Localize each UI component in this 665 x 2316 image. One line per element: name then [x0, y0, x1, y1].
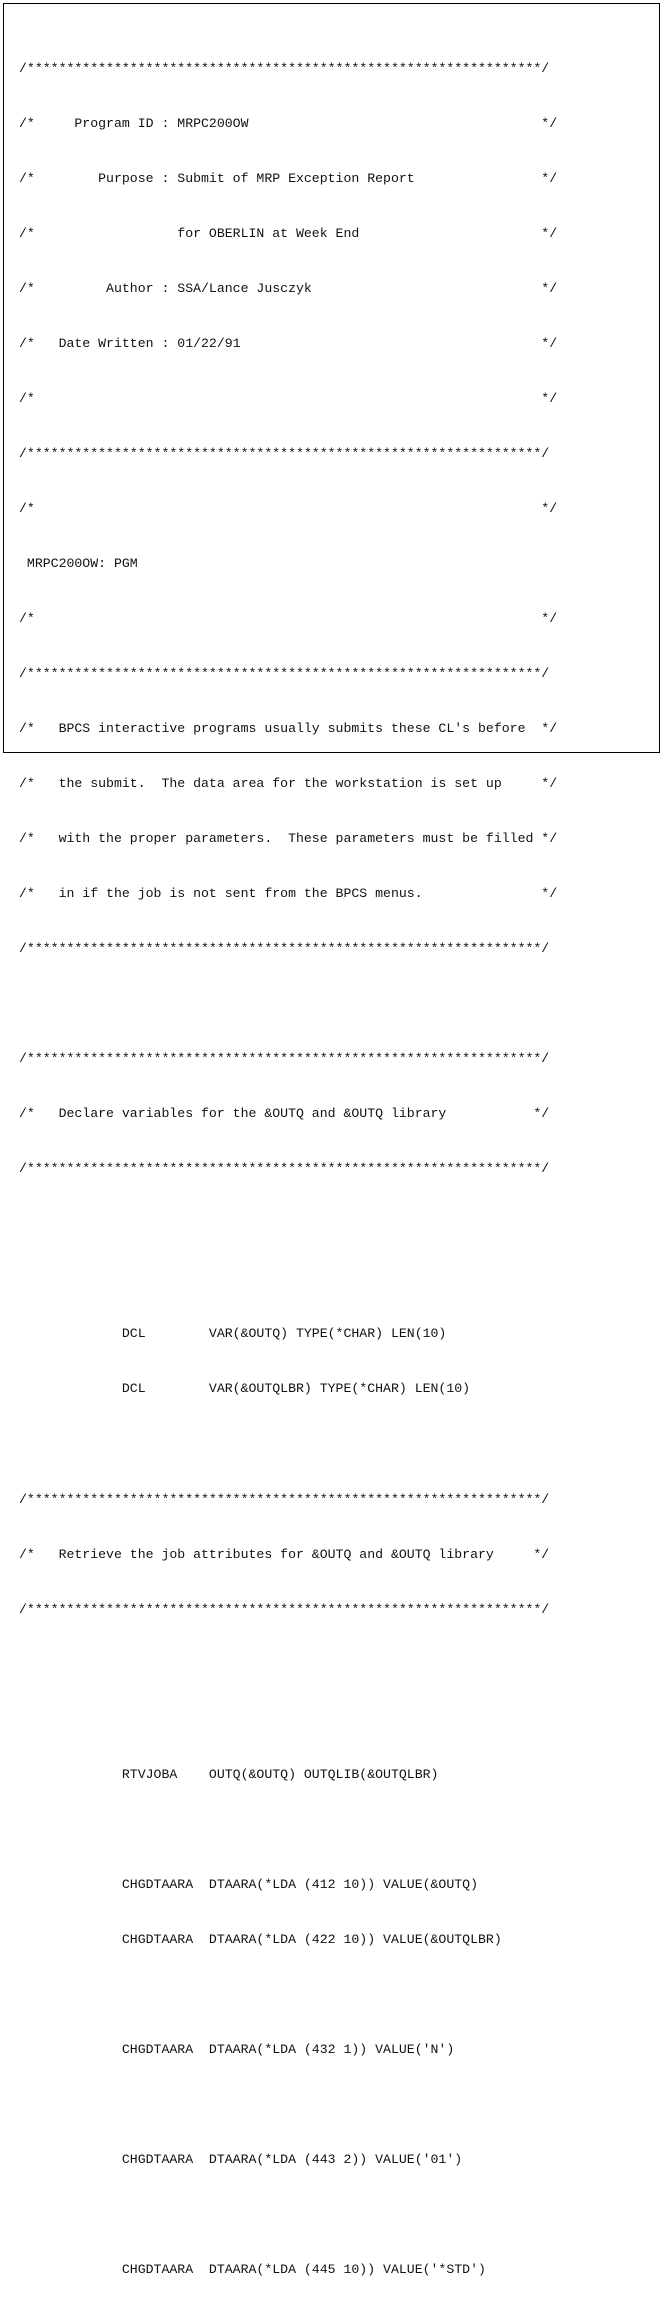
code-line: /* Program ID : MRPC200OW */ [19, 115, 558, 131]
code-line: DCL VAR(&OUTQLBR) TYPE(*CHAR) LEN(10) [19, 1381, 471, 1397]
code-line [19, 2206, 557, 2224]
code-line: CHGDTAARA DTAARA(*LDA (412 10)) VALUE(&OUTQ) [19, 1876, 478, 1892]
code-line [19, 2096, 557, 2114]
code-line [19, 995, 557, 1013]
code-line [19, 1270, 557, 1288]
code-line [19, 1986, 557, 2004]
code-line: CHGDTAARA DTAARA(*LDA (443 2)) VALUE('01') [19, 2151, 463, 2167]
code-line [19, 1821, 557, 1839]
code-line: /* Retrieve the job attributes for &OUTQ and &OUTQ library */ [19, 1546, 550, 1562]
code-line: /* */ [19, 611, 558, 626]
code-line [19, 1711, 557, 1729]
cl-source-listing [19, 23, 557, 2316]
code-line: CHGDTAARA DTAARA(*LDA (432 1)) VALUE('N') [19, 2041, 455, 2057]
code-line: RTVJOBA OUTQ(&OUTQ) OUTQLIB(&OUTQLBR) [19, 1766, 439, 1782]
code-line: /*****************************************************************/ [19, 1051, 550, 1067]
code-line: /* in if the job is not sent from the BPCS menus. */ [19, 886, 558, 902]
code-line: /*****************************************************************/ [19, 941, 550, 957]
code-line: /*****************************************************************/ [19, 1491, 550, 1507]
code-line: /* the submit. The data area for the workstation is set up */ [19, 776, 558, 792]
code-line: MRPC200OW: PGM [19, 555, 138, 571]
code-line: /*****************************************************************/ [19, 445, 550, 461]
code-line: /*****************************************************************/ [19, 60, 550, 76]
code-line: /*****************************************************************/ [19, 666, 550, 682]
code-line: /*****************************************************************/ [19, 1601, 550, 1617]
code-line: /* for OBERLIN at Week End */ [19, 225, 558, 241]
code-line: /* Declare variables for the &OUTQ and &OUTQ library */ [19, 1106, 550, 1122]
code-line: DCL VAR(&OUTQ) TYPE(*CHAR) LEN(10) [19, 1326, 447, 1342]
document-frame [3, 3, 660, 2277]
code-line: /* Date Written : 01/22/91 */ [19, 335, 558, 351]
code-line: /* BPCS interactive programs usually submits these CL's before */ [19, 721, 558, 737]
code-line: /* with the proper parameters. These parameters must be filled */ [19, 831, 558, 847]
code-line: /* Purpose : Submit of MRP Exception Report */ [19, 170, 558, 186]
code-line: /* */ [19, 390, 558, 406]
code-line: /* Author : SSA/Lance Jusczyk */ [19, 280, 558, 296]
code-line: /*****************************************************************/ [19, 1161, 550, 1177]
code-line [19, 1656, 557, 1674]
code-line: CHGDTAARA DTAARA(*LDA (445 10)) VALUE('*STD') [19, 2261, 486, 2277]
code-line: CHGDTAARA DTAARA(*LDA (422 10)) VALUE(&OUTQLBR) [19, 1931, 502, 1947]
code-line: /* */ [19, 500, 558, 516]
code-line [19, 1435, 557, 1453]
code-line [19, 1215, 557, 1233]
